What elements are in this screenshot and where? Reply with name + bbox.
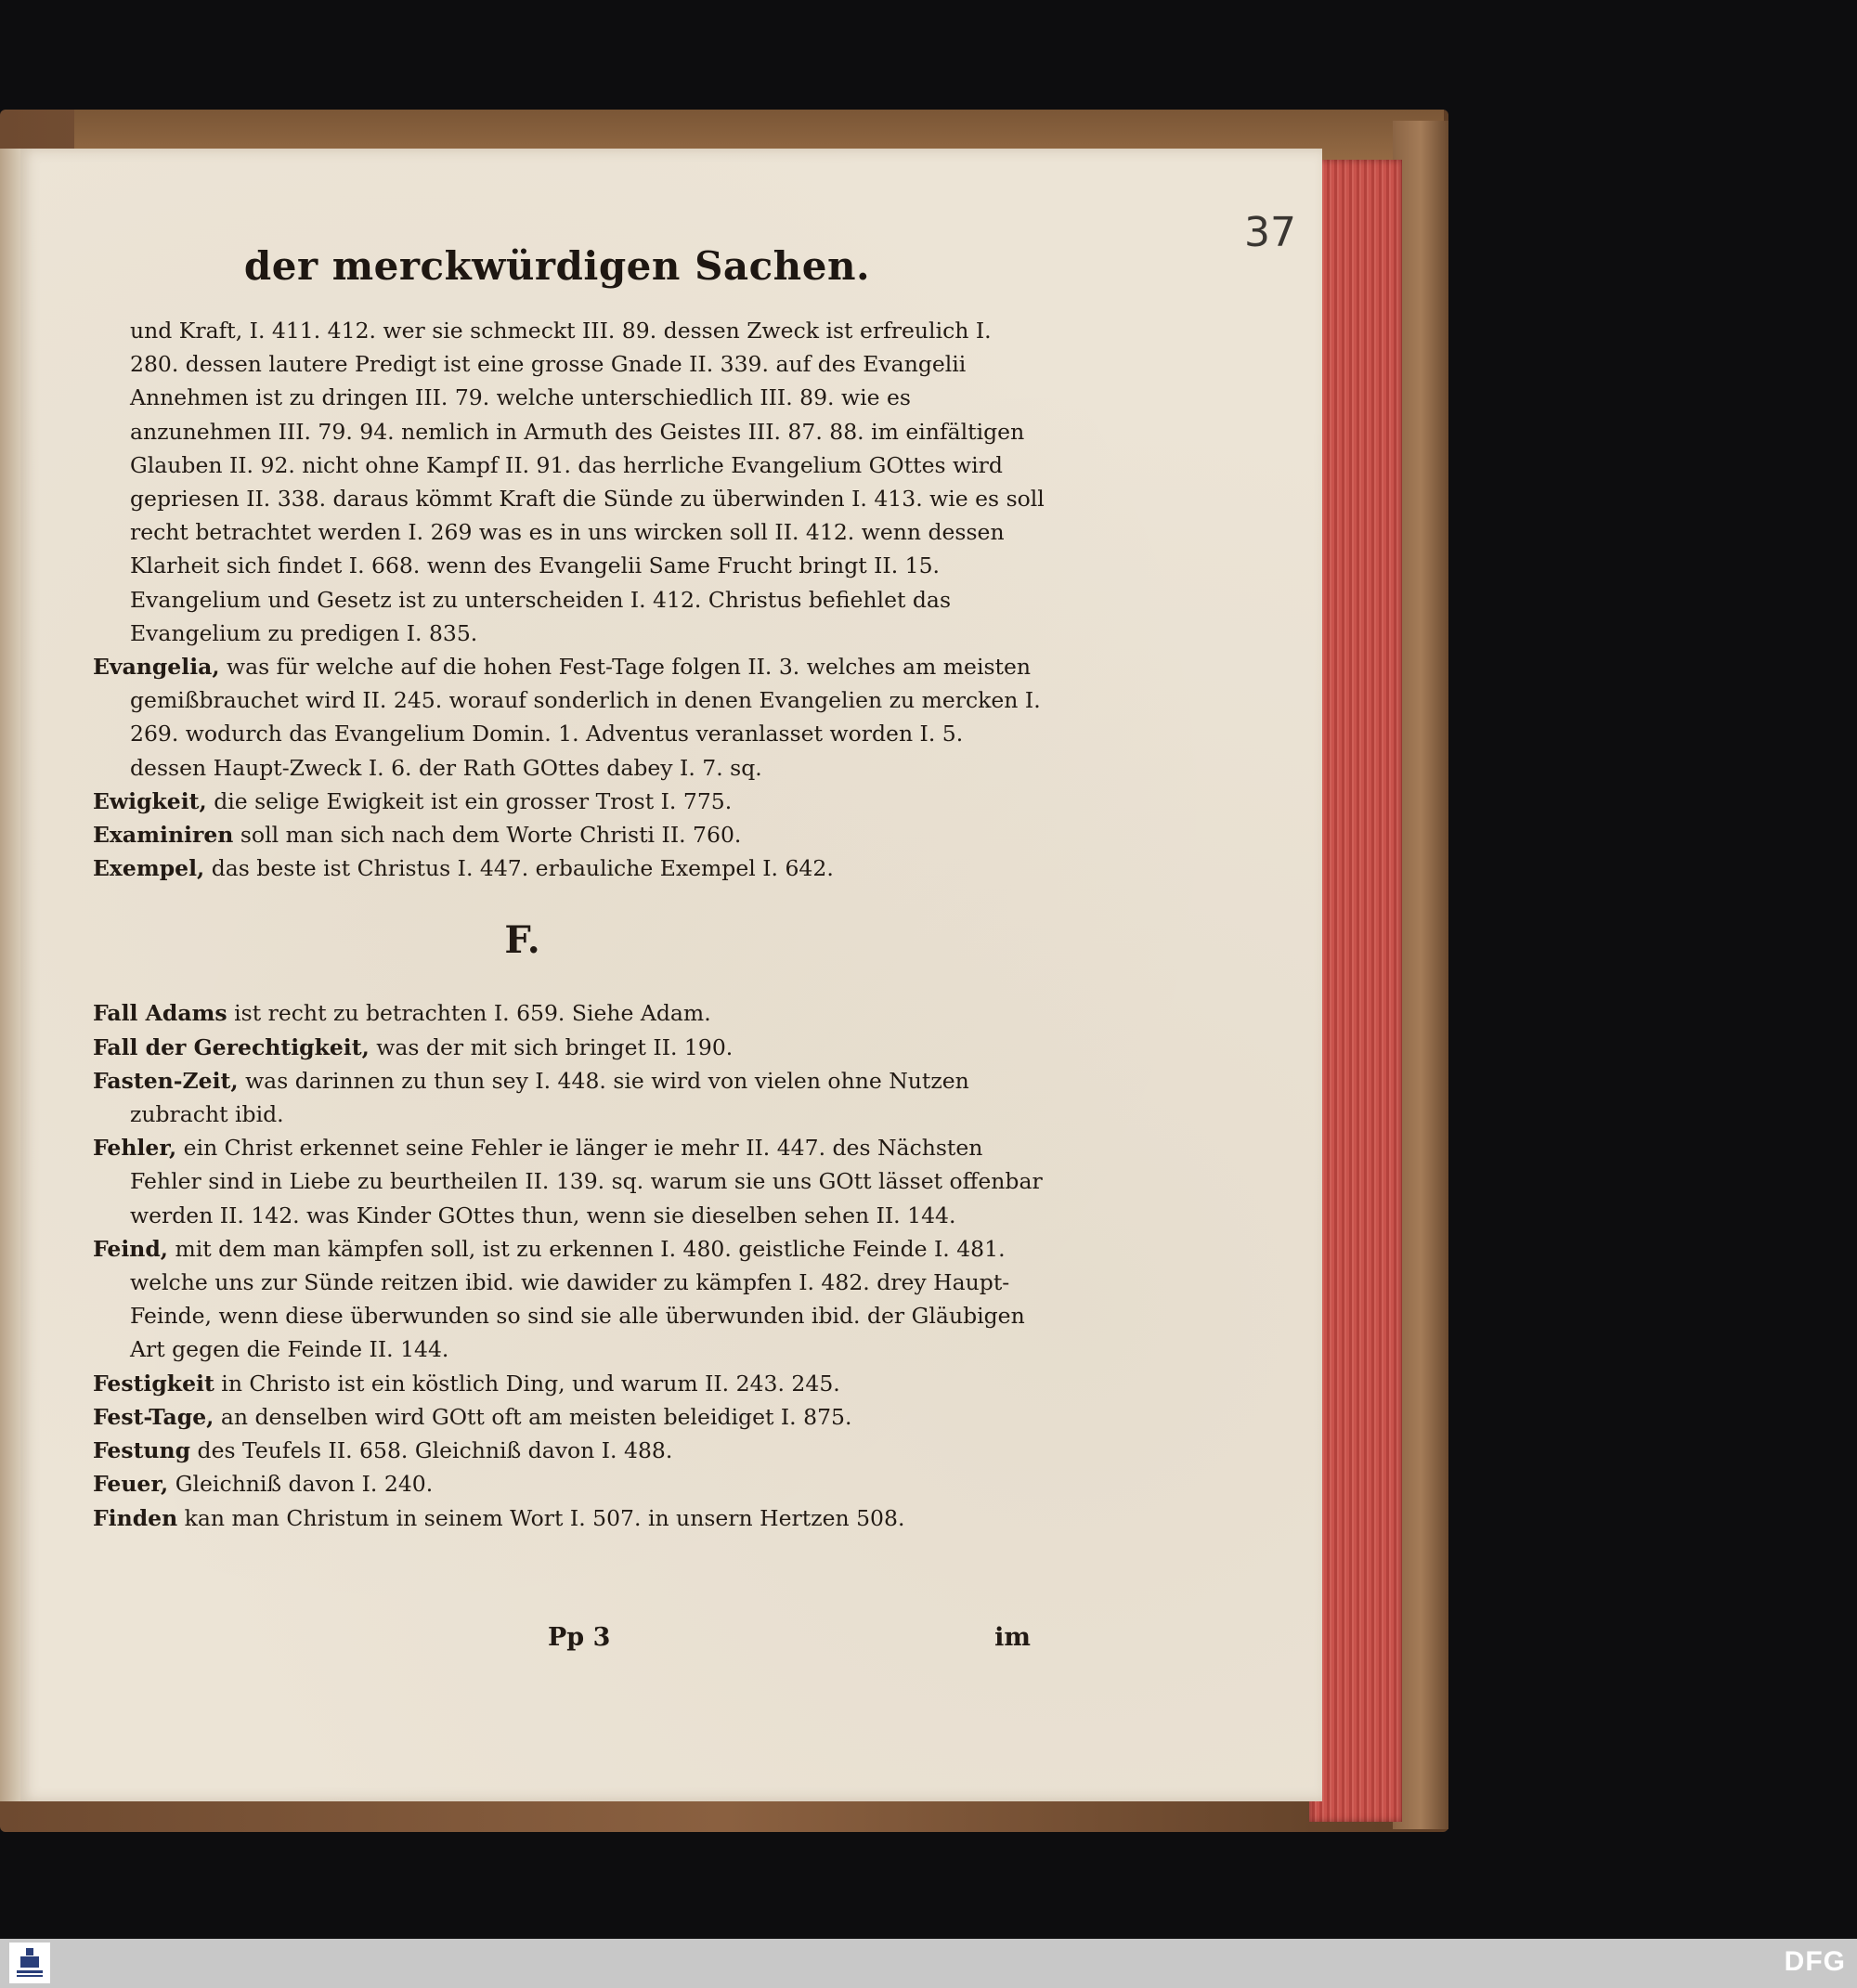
catchword: im (994, 1623, 1031, 1652)
entry-text: was für welche auf die hohen Fest-Tage folgen II. 3. welches am meisten gemißbrauchet wird II. 245. worauf sonderlich in denen Evangelien zu mercken I. 269. wodurch das Evangelium Domin. 1. Adventus veranlasset worden I. 5. dessen Haupt-Zweck I. 6. der Rath GOttes dabey I. 7. sq. (130, 654, 1041, 781)
entry-keyword: Feind, (93, 1235, 168, 1262)
entry-text: ist recht zu betrachten I. 659. Siehe Adam. (234, 1000, 711, 1027)
entry-keyword: Fall Adams (93, 1000, 227, 1027)
index-entry (93, 1064, 1045, 1131)
handwritten-folio-number: 37 (1244, 209, 1296, 256)
entry-text: in Christo ist ein köstlich Ding, und warum II. 243. 245. (221, 1370, 840, 1397)
index-entry (93, 1434, 1045, 1467)
entry-text: was darinnen zu thun sey I. 448. sie wird von vielen ohne Nutzen zubracht ibid. (130, 1067, 969, 1128)
index-entry (93, 1400, 1045, 1434)
entry-keyword: Ewigkeit, (93, 787, 207, 814)
index-entry (93, 818, 1045, 851)
entry-text: soll man sich nach dem Worte Christi II. 760. (240, 822, 742, 849)
index-entry (93, 1367, 1045, 1400)
viewer-bottom-bar (0, 1939, 1857, 1988)
index-entry (93, 1232, 1045, 1367)
entry-keyword: Fall der Gerechtigkeit, (93, 1033, 370, 1060)
index-entry (93, 1031, 1045, 1064)
entry-text: das beste ist Christus I. 447. erbauliche Exempel I. 642. (211, 855, 834, 882)
entry-keyword: Finden (93, 1504, 178, 1531)
index-entry (93, 851, 1045, 885)
index-entry (93, 785, 1045, 818)
entry-text: kan man Christum in seinem Wort I. 507. in unsern Hertzen 508. (184, 1504, 905, 1531)
entry-keyword: Fest-Tage, (93, 1403, 214, 1430)
entry-keyword: Fehler, (93, 1135, 177, 1162)
entry-keyword: Festung (93, 1437, 191, 1464)
page-footer (93, 1623, 1031, 1660)
index-entry (93, 996, 1045, 1030)
index-entry (93, 314, 1045, 650)
entry-keyword: Festigkeit (93, 1370, 214, 1397)
entry-keyword: Feuer, (93, 1471, 169, 1498)
entry-text: des Teufels II. 658. Gleichniß davon I. 488. (197, 1437, 673, 1464)
signature-mark: Pp 3 (548, 1623, 611, 1652)
entry-keyword: Examiniren (93, 822, 234, 849)
entry-text: und Kraft, I. 411. 412. wer sie schmeckt III. 89. dessen Zweck ist erfreulich I. 280. dessen lautere Predigt ist eine grosse Gnade II. 339. auf des Evangelii Annehmen ist zu dringen III. 79. welche unterschiedlich III. 89. wie es anzunehmen III. 79. 94. nemlich in Armuth des Geistes III. 87. 88. im einfältigen Glauben II. 92. nicht ohne Kampf II. 91. das herrliche Evangelium GOttes wird gepriesen II. 338. daraus kömmt Kraft die Sünde zu überwinden I. 413. wie es soll recht betrachtet werden I. 269 was es in uns wircken soll II. 412. wenn dessen Klarheit sich findet I. 668. wenn des Evangelii Same Frucht bringt II. 15. Evangelium und Gesetz ist zu unterscheiden I. 412. Christus befiehlet das Evangelium zu predigen I. 835. (130, 318, 1045, 646)
institution-logo-icon[interactable] (9, 1943, 50, 1983)
index-content (93, 314, 1045, 1535)
left-page-sliver (0, 149, 20, 1801)
red-page-edges (1309, 160, 1402, 1822)
dfg-logo[interactable]: DFG (1784, 1946, 1846, 1977)
entry-keyword: Evangelia, (93, 654, 220, 681)
entry-text: ein Christ erkennet seine Fehler ie länger ie mehr II. 447. des Nächsten Fehler sind in Liebe zu beurtheilen II. 139. sq. warum sie uns GOtt lässet offenbar werden II. 142. was Kinder GOttes thun, wenn sie dieselben sehen II. 144. (130, 1135, 1043, 1228)
running-head: der merckwürdigen Sachen. (243, 243, 871, 289)
entry-text: mit dem man kämpfen soll, ist zu erkennen I. 480. geistliche Feinde I. 481. welche uns zur Sünde reitzen ibid. wie dawider zu kämpfen I. 482. drey Haupt-Feinde, wenn diese überwunden so sind sie alle überwunden ibid. der Gläubigen Art gegen die Feinde II. 144. (130, 1235, 1025, 1363)
entry-text: die selige Ewigkeit ist ein grosser Trost I. 775. (214, 787, 733, 814)
entry-keyword: Fasten-Zeit, (93, 1067, 239, 1094)
entry-text: Gleichniß davon I. 240. (175, 1471, 434, 1498)
index-entry (93, 1501, 1045, 1535)
entry-keyword: Exempel, (93, 855, 205, 882)
entry-text: was der mit sich bringet II. 190. (376, 1033, 734, 1060)
index-entry (93, 1467, 1045, 1501)
section-letter-heading: F. (504, 918, 540, 963)
index-entry (93, 1131, 1045, 1232)
entry-text: an denselben wird GOtt oft am meisten beleidiget I. 875. (220, 1403, 852, 1430)
index-entry (93, 650, 1045, 785)
